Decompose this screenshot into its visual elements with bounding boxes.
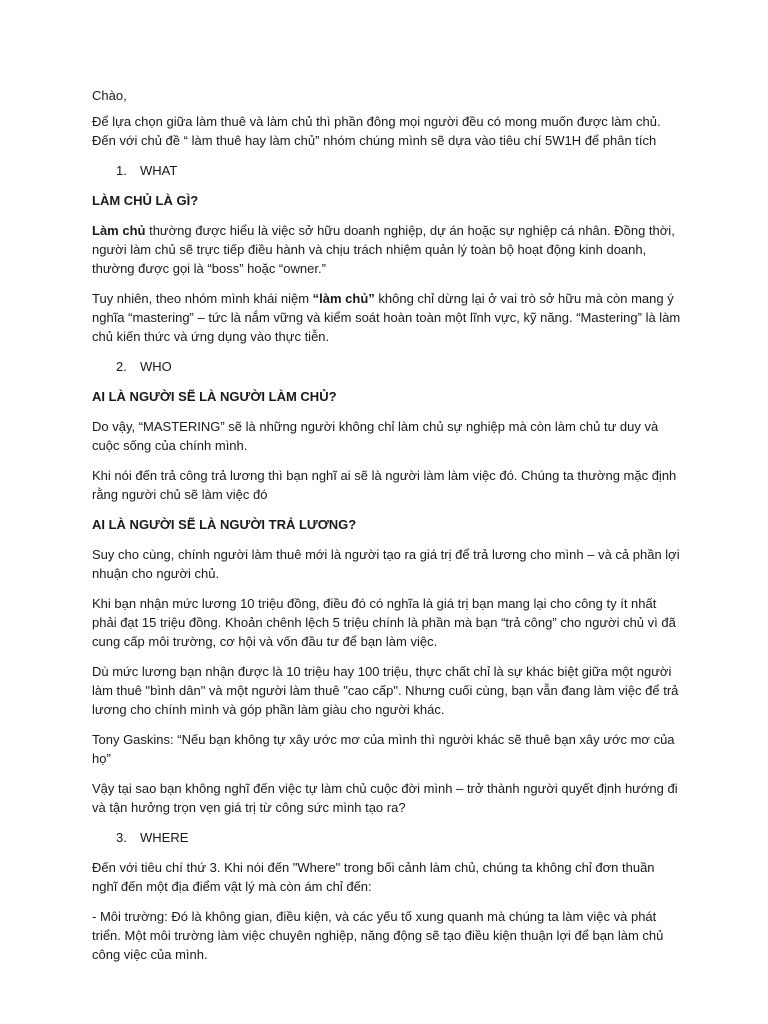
- list-item-where: [92, 828, 682, 847]
- paragraph: [92, 221, 682, 278]
- paragraph: Do vậy, “MASTERING” sẽ là những người không chỉ làm chủ sự nghiệp mà còn làm chủ tư duy và cuộc sống của chính mình.: [92, 419, 659, 453]
- list-label: WHERE: [140, 830, 189, 845]
- list-item-who: [92, 357, 682, 376]
- section-heading: AI LÀ NGƯỜI SẼ LÀ NGƯỜI TRẢ LƯƠNG?: [92, 517, 357, 532]
- intro-paragraph: Để lựa chọn giữa làm thuê và làm chủ thì phần đông mọi người đều có mong muốn được làm chủ. Đến với chủ đề “ làm thuê hay làm chủ” nhóm chúng mình sẽ dựa vào tiêu chí 5W1H để phân tích: [92, 114, 661, 148]
- paragraph: - Môi trường: Đó là không gian, điều kiện, và các yếu tố xung quanh mà chúng ta làm việc và phát triển. Một môi trường làm việc chuyên nghiệp, năng động sẽ tạo điều kiện thuận lợi để bạn làm chủ công việc của mình.: [92, 909, 664, 962]
- paragraph: Vậy tại sao bạn không nghĩ đến việc tự làm chủ cuộc đời mình – trở thành người quyết định hướng đi và tận hưởng trọn vẹn giá trị từ công sức mình tạo ra?: [92, 781, 678, 815]
- bold-term: “làm chủ”: [312, 291, 375, 306]
- document-page: [92, 86, 682, 975]
- paragraph: Đến với tiêu chí thứ 3. Khi nói đến "Where" trong bối cảnh làm chủ, chúng ta không chỉ đơn thuần nghĩ đến một địa điểm vật lý mà còn ám chỉ đến:: [92, 860, 655, 894]
- paragraph-text: không chỉ dừng lại ở vai trò sở hữu mà còn mang ý nghĩa “mastering” – tức là nắm vững và kiểm soát hoàn toàn một lĩnh vực, kỹ năng. “Mastering” là làm chủ kiến thức và ứng dụng vào thực tiễn.: [92, 291, 681, 344]
- paragraph: Khi bạn nhận mức lương 10 triệu đồng, điều đó có nghĩa là giá trị bạn mang lại cho công ty ít nhất phải đạt 15 triệu đồng. Khoản chênh lệch 5 triệu chính là phần mà bạn “trả công” cho người chủ vì đã cung cấp môi trường, cơ hội và vốn đầu tư để bạn làm việc.: [92, 596, 676, 649]
- quote-paragraph: Tony Gaskins: “Nếu bạn không tự xây ước mơ của mình thì người khác sẽ thuê bạn xây ước mơ của họ”: [92, 732, 675, 766]
- section-heading: AI LÀ NGƯỜI SẼ LÀ NGƯỜI LÀM CHỦ?: [92, 389, 337, 404]
- paragraph: [92, 289, 682, 346]
- list-label: WHAT: [140, 163, 178, 178]
- paragraph: Khi nói đến trả công trả lương thì bạn nghĩ ai sẽ là người làm làm việc đó. Chúng ta thường mặc định rằng người chủ sẽ làm việc đó: [92, 468, 677, 502]
- paragraph-text: Tuy nhiên, theo nhóm mình khái niệm: [92, 291, 313, 306]
- list-number: 2.: [116, 359, 127, 374]
- section-heading: LÀM CHỦ LÀ GÌ?: [92, 193, 199, 208]
- list-number: 1.: [116, 163, 127, 178]
- bold-term: Làm chủ: [92, 223, 146, 238]
- paragraph-text: thường được hiểu là việc sở hữu doanh nghiệp, dự án hoặc sự nghiệp cá nhân. Đồng thời, người làm chủ sẽ trực tiếp điều hành và chịu trách nhiệm quản lý toàn bộ hoạt động kinh doanh, thường được gọi là “boss” hoặc “owner.”: [92, 223, 675, 276]
- list-number: 3.: [116, 830, 127, 845]
- paragraph: Dù mức lương bạn nhận được là 10 triệu hay 100 triệu, thực chất chỉ là sự khác biệt giữa một người làm thuê "bình dân" và một người làm thuê "cao cấp". Nhưng cuối cùng, bạn vẫn đang làm việc để trả lương cho chính mình và góp phần làm giàu cho người khác.: [92, 664, 679, 717]
- list-label: WHO: [140, 359, 172, 374]
- paragraph: Suy cho cùng, chính người làm thuê mới là người tạo ra giá trị để trả lương cho mình – và cả phần lợi nhuận cho người chủ.: [92, 547, 680, 581]
- list-item-what: [92, 161, 682, 180]
- greeting: Chào,: [92, 88, 127, 103]
